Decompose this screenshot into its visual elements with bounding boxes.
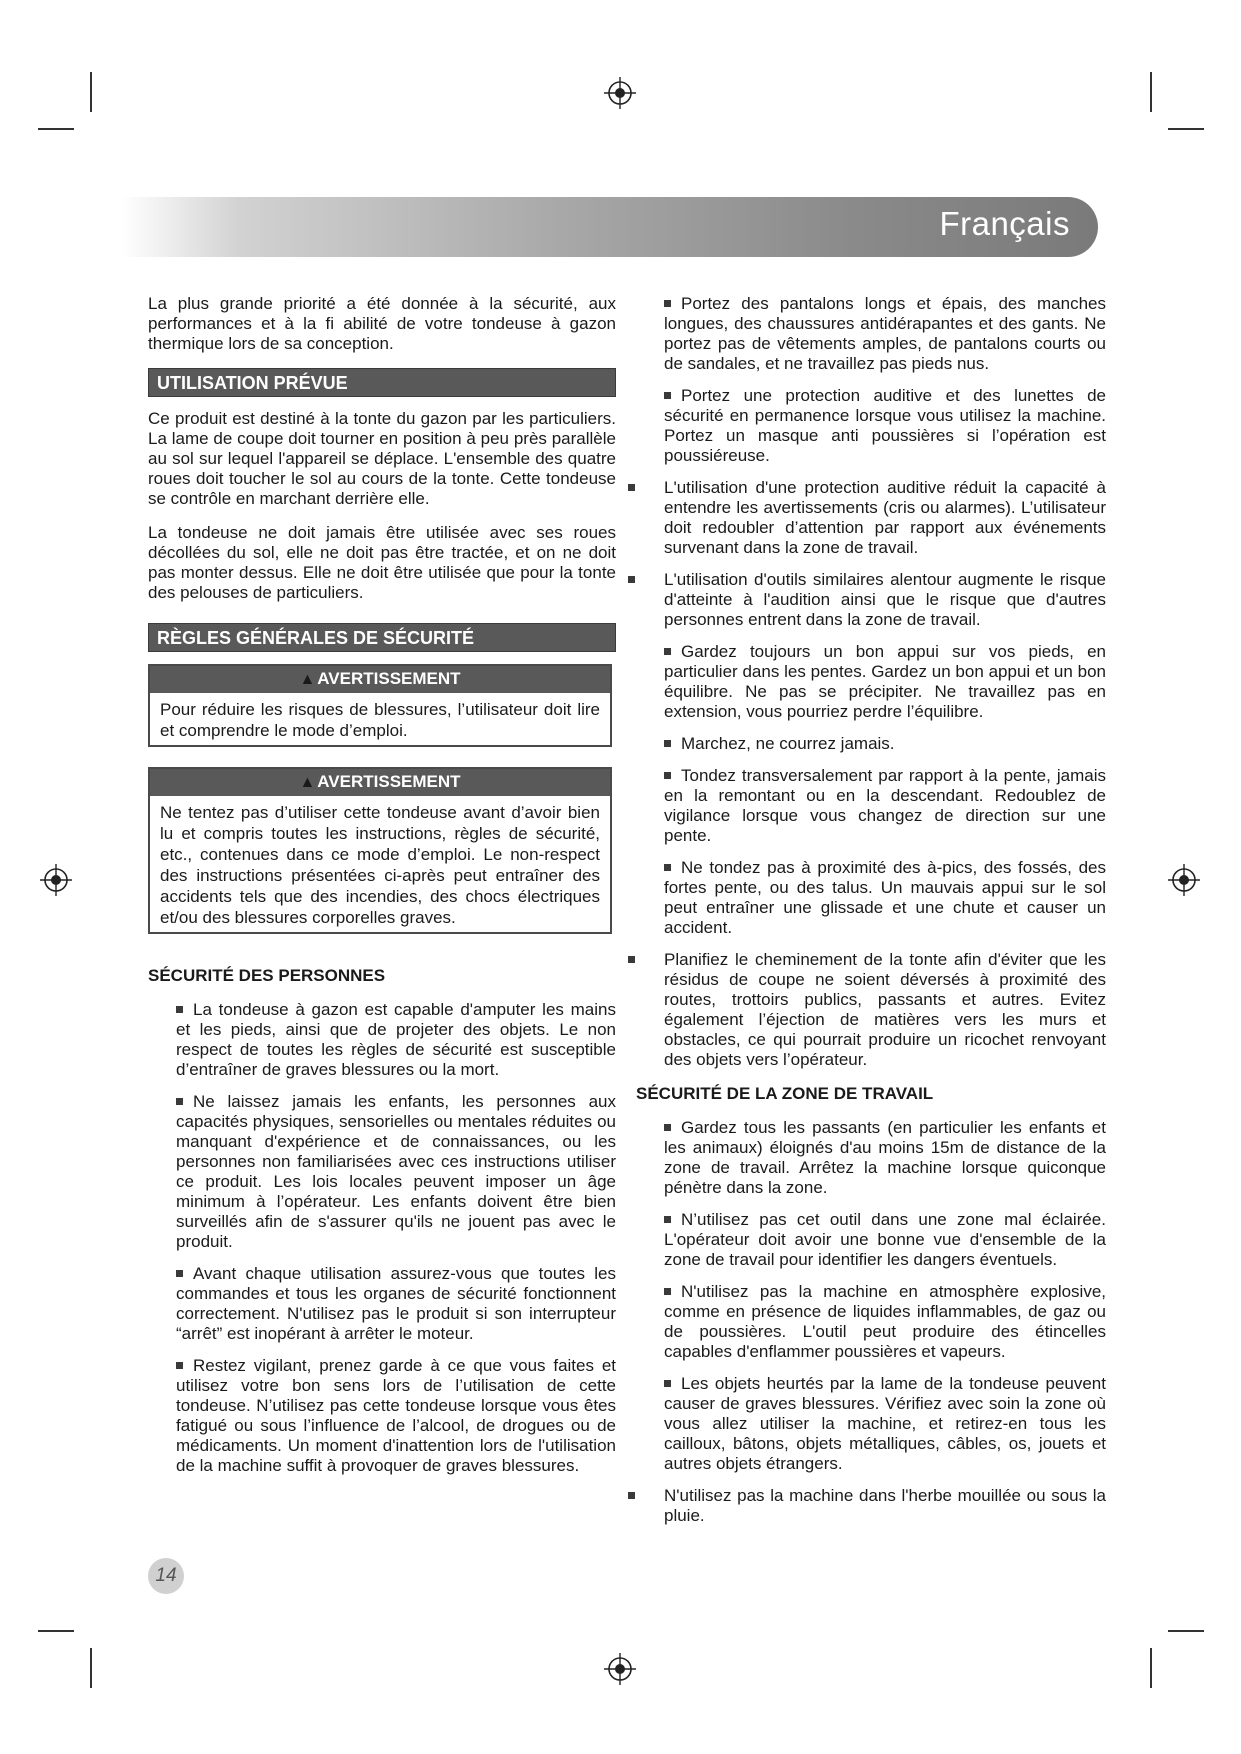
warning-text: Pour réduire les risques de blessures, l’utilisateur doit lire et comprendre le mode d’emploi. bbox=[160, 700, 600, 740]
bullet-square-icon bbox=[176, 1006, 183, 1013]
bullet-square-icon bbox=[664, 772, 671, 779]
intro-paragraph: La plus grande priorité a été donnée à la sécurité, aux performances et à la fi abilité de votre tondeuse à gazon thermique lors de sa conception. bbox=[148, 294, 616, 353]
list-item: Portez des pantalons longs et épais, des manches longues, des chaussures antidérapantes et des gants. Ne portez pas de vêtements amples, de pantalons courts ou de sandales, et ne travaillez pas pieds nus. bbox=[664, 294, 1106, 373]
crop-mark bbox=[38, 1630, 74, 1632]
crop-mark bbox=[1168, 1630, 1204, 1632]
bullet-square-icon bbox=[664, 740, 671, 747]
list-item: Gardez toujours un bon appui sur vos pieds, en particulier dans les pentes. Gardez un bon appui et un bon équilibre. Ne pas se précipiter. Ne travaillez pas en extension, vous pourriez perdre l’équilibre. bbox=[664, 642, 1106, 721]
registration-mark-icon bbox=[603, 76, 637, 110]
crop-mark bbox=[90, 1648, 92, 1688]
crop-mark bbox=[38, 128, 74, 130]
list-item: Avant chaque utilisation assurez-vous que toutes les commandes et tous les organes de sécurité fonctionnent correctement. N'utilisez pas le produit si son interrupteur “arrêt” est inopérant à arrêter le moteur. bbox=[176, 1264, 616, 1343]
warning-text: Ne tentez pas d’utiliser cette tondeuse avant d’avoir bien lu et compris toutes les instructions, règles de sécurité, etc., contenues dans ce mode d’emploi. Le non-respect des instructions présentées ci-après peut entraîner des accidents tels que des incendies, des chocs électriques et/ou des blessures corporelles graves. bbox=[160, 803, 600, 927]
warning-header bbox=[150, 666, 610, 693]
language-banner bbox=[122, 197, 1098, 257]
bullet-square-icon bbox=[176, 1098, 183, 1105]
crop-mark bbox=[90, 72, 92, 112]
bullet-square-icon bbox=[176, 1270, 183, 1277]
warning-box bbox=[148, 767, 612, 934]
warning-box bbox=[148, 664, 612, 747]
warning-title: AVERTISSEMENT bbox=[317, 772, 461, 791]
bullet-square-icon bbox=[664, 1288, 671, 1295]
bullet-square-icon bbox=[664, 300, 671, 307]
list-item: Restez vigilant, prenez garde à ce que vous faites et utilisez votre bon sens lors de l’utilisation de cette tondeuse. N’utilisez pas cette tondeuse lorsque vous êtes fatigué ou sous l’influence de l’alcool, de drogues ou de médicaments. Un moment d'inattention lors de l'utilisation de la machine suffit à provoquer de graves blessures. bbox=[176, 1356, 616, 1475]
bullet-square-icon bbox=[664, 392, 671, 399]
registration-mark-icon bbox=[39, 863, 73, 897]
paragraph: Ce produit est destiné à la tonte du gazon par les particuliers. La lame de coupe doit tourner en position à peu près parallèle au sol sur lequel l'appareil se déplace. L'ensemble des quatre roues doit toucher le sol au cours de la tonte. Cette tondeuse se contrôle en marchant derrière elle. bbox=[148, 409, 616, 508]
list-item: Ne laissez jamais les enfants, les personnes aux capacités physiques, sensorielles ou mentales réduites ou manquant d'expérience et de connaissances, ou les personnes non familiarisées avec ces instructions utiliser ce produit. Les lois locales peuvent imposer un âge minimum à l’opérateur. Les enfants doivent être bien surveillés afin de s'assurer qu'ils ne jouent pas avec le produit. bbox=[176, 1092, 616, 1251]
bullet-square-icon bbox=[628, 576, 635, 583]
bullet-square-icon bbox=[664, 864, 671, 871]
bullet-square-icon bbox=[664, 1124, 671, 1131]
warning-triangle-icon: ▲ bbox=[299, 774, 316, 791]
list-item: N'utilisez pas la machine en atmosphère explosive, comme en présence de liquides inflammables, de gaz ou de poussières. L'outil peut produire des étincelles capables d'enflammer poussières et vapeurs. bbox=[664, 1282, 1106, 1361]
bullet-square-icon bbox=[664, 1380, 671, 1387]
right-column bbox=[636, 294, 1106, 1538]
list-item: L'utilisation d'outils similaires alentour augmente le risque d'atteinte à l'audition ainsi que le risque que d'autres personnes entrent dans la zone de travail. bbox=[636, 570, 1106, 630]
paragraph: La tondeuse ne doit jamais être utilisée avec ses roues décollées du sol, elle ne doit pas être tractée, et on ne doit pas monter dessus. Elle ne doit être utilisée que pour la tonte des pelouses de particuliers. bbox=[148, 523, 616, 602]
warning-title: AVERTISSEMENT bbox=[317, 669, 461, 688]
list-item: Les objets heurtés par la lame de la tondeuse peuvent causer de graves blessures. Vérifiez avec soin la zone où vous allez utiliser la machine, et retirez-en tous les cailloux, bâtons, objets métalliques, câbles, os, jouets et autres objets étrangers. bbox=[664, 1374, 1106, 1473]
subheading-personal-safety: SÉCURITÉ DES PERSONNES bbox=[148, 966, 386, 985]
crop-mark bbox=[1150, 1648, 1152, 1688]
list-item: N’utilisez pas cet outil dans une zone mal éclairée. L'opérateur doit avoir une bonne vue d'ensemble de la zone de travail pour identifier les dangers éventuels. bbox=[664, 1210, 1106, 1269]
left-column bbox=[148, 294, 616, 1488]
list-item: Ne tondez pas à proximité des à-pics, des fossés, des fortes pente, ou des talus. Un mauvais appui sur le sol peut entraîner une glissade et une chute et causer un accident. bbox=[664, 858, 1106, 937]
bullet-square-icon bbox=[664, 1216, 671, 1223]
list-item: Marchez, ne courrez jamais. bbox=[636, 734, 1106, 754]
list-item: La tondeuse à gazon est capable d'amputer les mains et les pieds, ainsi que de projeter des objets. Le non respect de toutes les règles de sécurité est susceptible d’entraîner de graves blessures ou la mort. bbox=[176, 1000, 616, 1079]
bullet-square-icon bbox=[176, 1362, 183, 1369]
registration-mark-icon bbox=[603, 1652, 637, 1686]
list-item: Planifiez le cheminement de la tonte afin d'éviter que les résidus de coupe ne soient déversés à proximité des routes, trottoirs publics, passants et autres. Evitez également l’éjection de matières vers les murs et obstacles, ce qui pourrait produire un ricochet renvoyant des objets vers l’opérateur. bbox=[636, 950, 1106, 1070]
list-item: L'utilisation d'une protection auditive réduit la capacité à entendre les avertissements (cris ou alarmes). L’utilisateur doit redoubler d’attention par rapport aux événements survenant dans la zone de travail. bbox=[636, 478, 1106, 558]
crop-mark bbox=[1168, 128, 1204, 130]
crop-mark bbox=[1150, 72, 1152, 112]
bullet-square-icon bbox=[628, 484, 635, 491]
warning-header bbox=[150, 769, 610, 796]
list-item: Tondez transversalement par rapport à la pente, jamais en la remontant ou en la descendant. Redoublez de vigilance lorsque vous changez de direction sur une pente. bbox=[664, 766, 1106, 845]
language-title: Français bbox=[939, 205, 1070, 242]
section-heading-general-safety: RÈGLES GÉNÉRALES DE SÉCURITÉ bbox=[148, 623, 616, 652]
list-item: N'utilisez pas la machine dans l'herbe mouillée ou sous la pluie. bbox=[636, 1486, 1106, 1526]
bullet-square-icon bbox=[628, 956, 635, 963]
page-number: 14 bbox=[148, 1558, 184, 1594]
registration-mark-icon bbox=[1167, 863, 1201, 897]
subheading-work-area-safety: SÉCURITÉ DE LA ZONE DE TRAVAIL bbox=[636, 1084, 934, 1103]
section-heading-intended-use: UTILISATION PRÉVUE bbox=[148, 368, 616, 397]
bullet-square-icon bbox=[628, 1492, 635, 1499]
list-item: Portez une protection auditive et des lunettes de sécurité en permanence lorsque vous utilisez la machine. Portez un masque anti poussières si l’opération est poussiéreuse. bbox=[664, 386, 1106, 465]
list-item: Gardez tous les passants (en particulier les enfants et les animaux) éloignés d'au moins 15m de distance de la zone de travail. Arrêtez la machine lorsque quiconque pénètre dans la zone. bbox=[664, 1118, 1106, 1197]
bullet-square-icon bbox=[664, 648, 671, 655]
warning-triangle-icon: ▲ bbox=[299, 671, 316, 688]
